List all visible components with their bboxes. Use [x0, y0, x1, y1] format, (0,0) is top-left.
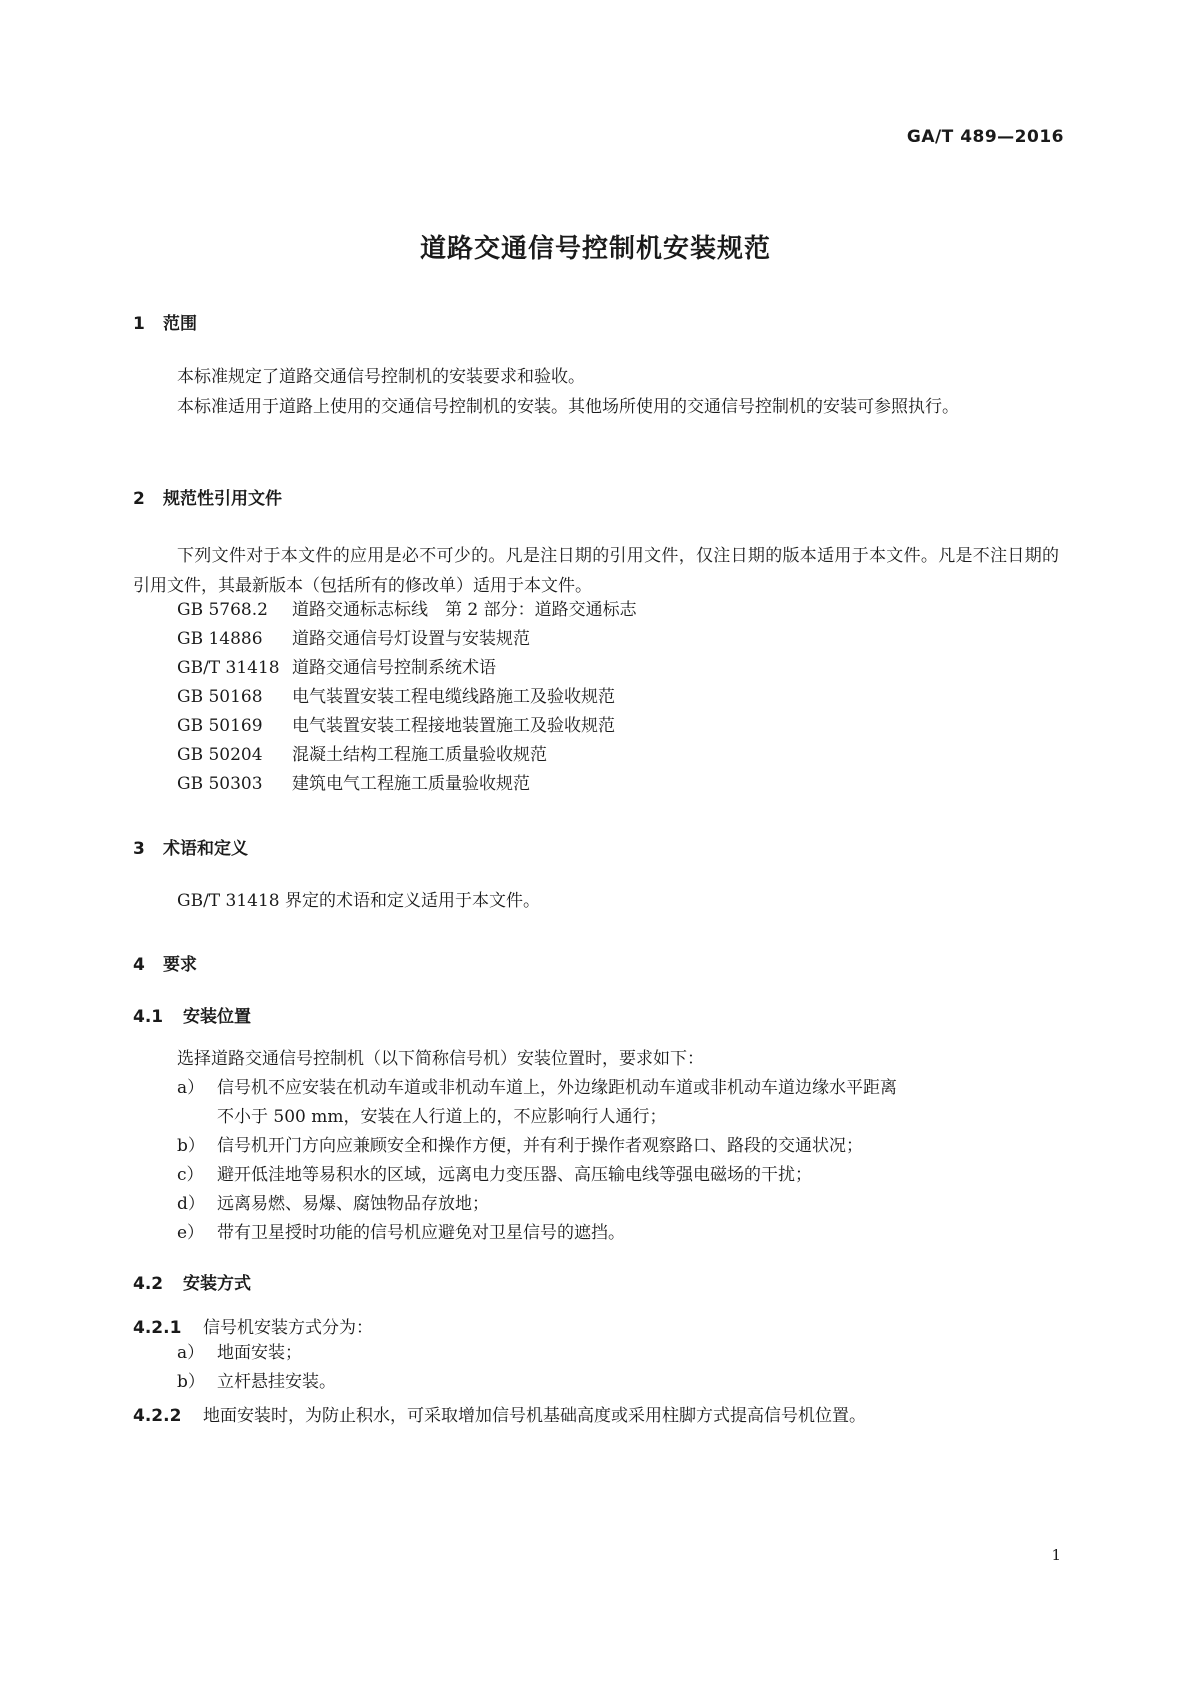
s421-line: 4.2.1 信号机安装方式分为： [133, 1318, 373, 1338]
s421-item-b: b） 立杆悬挂安装。 [177, 1372, 336, 1392]
reference-1: GB 5768.2 道路交通标志标线 第 2 部分：道路交通标志 [177, 600, 637, 620]
reference-6: GB 50204 混凝土结构工程施工质量验收规范 [177, 745, 547, 765]
s1-paragraph-1: 本标准规定了道路交通信号控制机的安装要求和验收。 [177, 367, 585, 387]
reference-4: GB 50168 电气装置安装工程电缆线路施工及验收规范 [177, 687, 615, 707]
s422-line: 4.2.2 地面安装时，为防止积水，可采取增加信号机基础高度或采用柱脚方式提高信号机位置。 [133, 1406, 866, 1426]
reference-2: GB 14886 道路交通信号灯设置与安装规范 [177, 629, 530, 649]
section-4-heading: 4 要求 [133, 955, 197, 975]
reference-7: GB 50303 建筑电气工程施工质量验收规范 [177, 774, 530, 794]
section-1-heading: 1 范围 [133, 314, 197, 334]
s1-paragraph-2: 本标准适用于道路上使用的交通信号控制机的安装。其他场所使用的交通信号控制机的安装可参照执行。 [177, 397, 959, 417]
s2-paragraph-1: 下列文件对于本文件的应用是必不可少的。凡是注日期的引用文件，仅注日期的版本适用于本文件。凡是不注日期的引用文件，其最新版本（包括所有的修改单）适用于本文件。 [133, 546, 1059, 596]
s41-item-a-continued: 不小于 500 mm，安装在人行道上的，不应影响行人通行； [217, 1107, 667, 1127]
reference-5: GB 50169 电气装置安装工程接地装置施工及验收规范 [177, 716, 615, 736]
standard-code: GA/T 489—2016 [906, 127, 1064, 147]
section-4-1-heading: 4.1 安装位置 [133, 1007, 251, 1027]
s41-item-e: e） 带有卫星授时功能的信号机应避免对卫星信号的遮挡。 [177, 1223, 625, 1243]
section-2-heading: 2 规范性引用文件 [133, 489, 282, 509]
section-3-heading: 3 术语和定义 [133, 839, 248, 859]
s421-item-a: a） 地面安装； [177, 1343, 302, 1363]
s41-item-d: d） 远离易燃、易爆、腐蚀物品存放地； [177, 1194, 489, 1214]
document-title: 道路交通信号控制机安装规范 [419, 234, 771, 264]
s3-paragraph-1: GB/T 31418 界定的术语和定义适用于本文件。 [177, 891, 541, 911]
s41-item-b: b） 信号机开门方向应兼顾安全和操作方便，并有利于操作者观察路口、路段的交通状况； [177, 1136, 863, 1156]
s41-item-c: c） 避开低洼地等易积水的区域，远离电力变压器、高压输电线等强电磁场的干扰； [177, 1165, 812, 1185]
s41-intro: 选择道路交通信号控制机（以下简称信号机）安装位置时，要求如下： [177, 1049, 704, 1069]
page-number: 1 [1051, 1546, 1061, 1564]
s41-item-a: a） 信号机不应安装在机动车道或非机动车道上，外边缘距机动车道或非机动车道边缘水平距离 [177, 1078, 897, 1098]
reference-3: GB/T 31418 道路交通信号控制系统术语 [177, 658, 496, 678]
section-4-2-heading: 4.2 安装方式 [133, 1274, 251, 1294]
